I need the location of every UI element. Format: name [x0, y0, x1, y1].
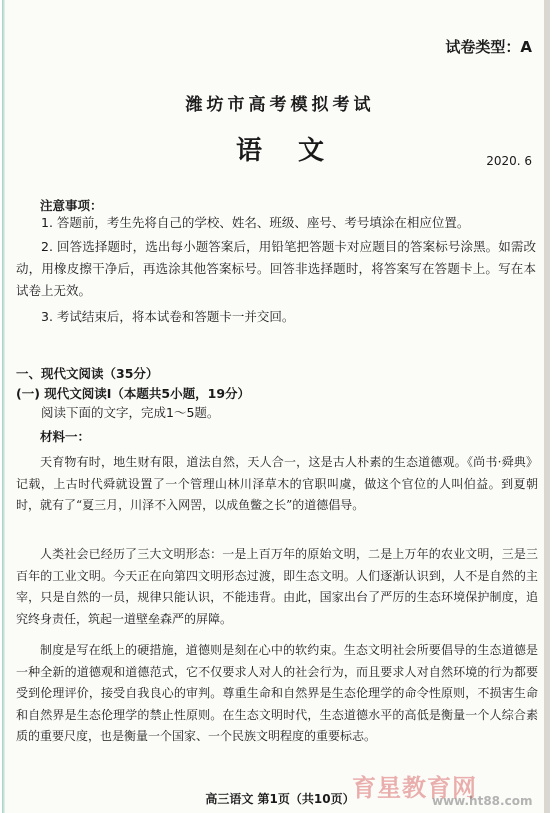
passage-paragraph-1: 天育物有时，地生财有限，道法自然，天人合一，这是古人朴素的生态道德观。《尚书·舜典》记载，上古时代舜就设置了一个管理山林川泽草木的官职叫虞，做这个官位的人叫伯益。到夏朝时，就有了“夏三月，川泽不入网罟，以成鱼鳖之长”的道德倡导。 — [16, 455, 538, 512]
watermark-url: www.ht88.com — [432, 794, 533, 808]
exam-title: 潍坊市高考模拟考试 — [185, 95, 375, 115]
notice-heading: 注意事项： — [40, 198, 103, 213]
notice-item-1: 1. 答题前，考生先将自己的学校、姓名、班级、座号、考号填涂在相应位置。 — [41, 215, 470, 230]
page-left-edge — [2, 0, 5, 813]
paper-type-label: 试卷类型：A — [445, 38, 532, 56]
reading-instruction: 阅读下面的文字，完成1～5题。 — [41, 405, 220, 420]
watermark-text: 育星教育网 — [352, 774, 477, 802]
notice-item-3: 3. 考试结束后，将本试卷和答题卡一并交回。 — [41, 309, 295, 324]
notice-item-2: 2. 回答选择题时，选出每小题答案后，用铅笔把答题卡对应题目的答案标号涂黑。如需改动，用橡皮擦干净后，再选涂其他答案标号。回答非选择题时，将答案写在答题卡上。写在本试卷上无效。 — [16, 239, 536, 298]
page-footer: 高三语文 第1页（共10页） — [205, 792, 355, 806]
section-heading: 一、现代文阅读（35分） — [16, 366, 159, 381]
subsection-heading: (一) 现代文阅读Ⅰ（本题共5小题，19分） — [16, 386, 251, 401]
material-label: 材料一： — [40, 429, 91, 444]
subject-title: 语文 — [235, 136, 360, 166]
passage-paragraph-3: 制度是写在纸上的硬措施，道德则是刻在心中的软约束。生态文明社会所要倡导的生态道德是一种全新的道德观和道德范式，它不仅要求人对人的社会行为，而且要求人对自然环境的行为都要受到伦理评价，接受自我良心的审判。尊重生命和自然界是生态伦理学的命令性原则，不损害生命和自然界是生态伦理学的禁止性原则。在生态文明时代，生态道德水平的高低是衡量一个人综合素质的重要尺度，也是衡量一个国家、一个民族文明程度的重要标志。 — [16, 643, 538, 743]
exam-page — [2, 0, 550, 813]
page-right-edge — [544, 0, 550, 813]
passage-paragraph-2: 人类社会已经历了三大文明形态：一是上百万年的原始文明，二是上万年的农业文明，三是三百年的工业文明。今天正在向第四文明形态过渡，即生态文明。人们逐渐认识到，人不是自然的主宰，只是自然的一员，规律只能认识，不能违背。由此，国家出台了严厉的生态环境保护制度，追究终身责任，筑起一道壁垒森严的屏障。 — [16, 547, 538, 626]
exam-date: 2020. 6 — [486, 154, 532, 168]
